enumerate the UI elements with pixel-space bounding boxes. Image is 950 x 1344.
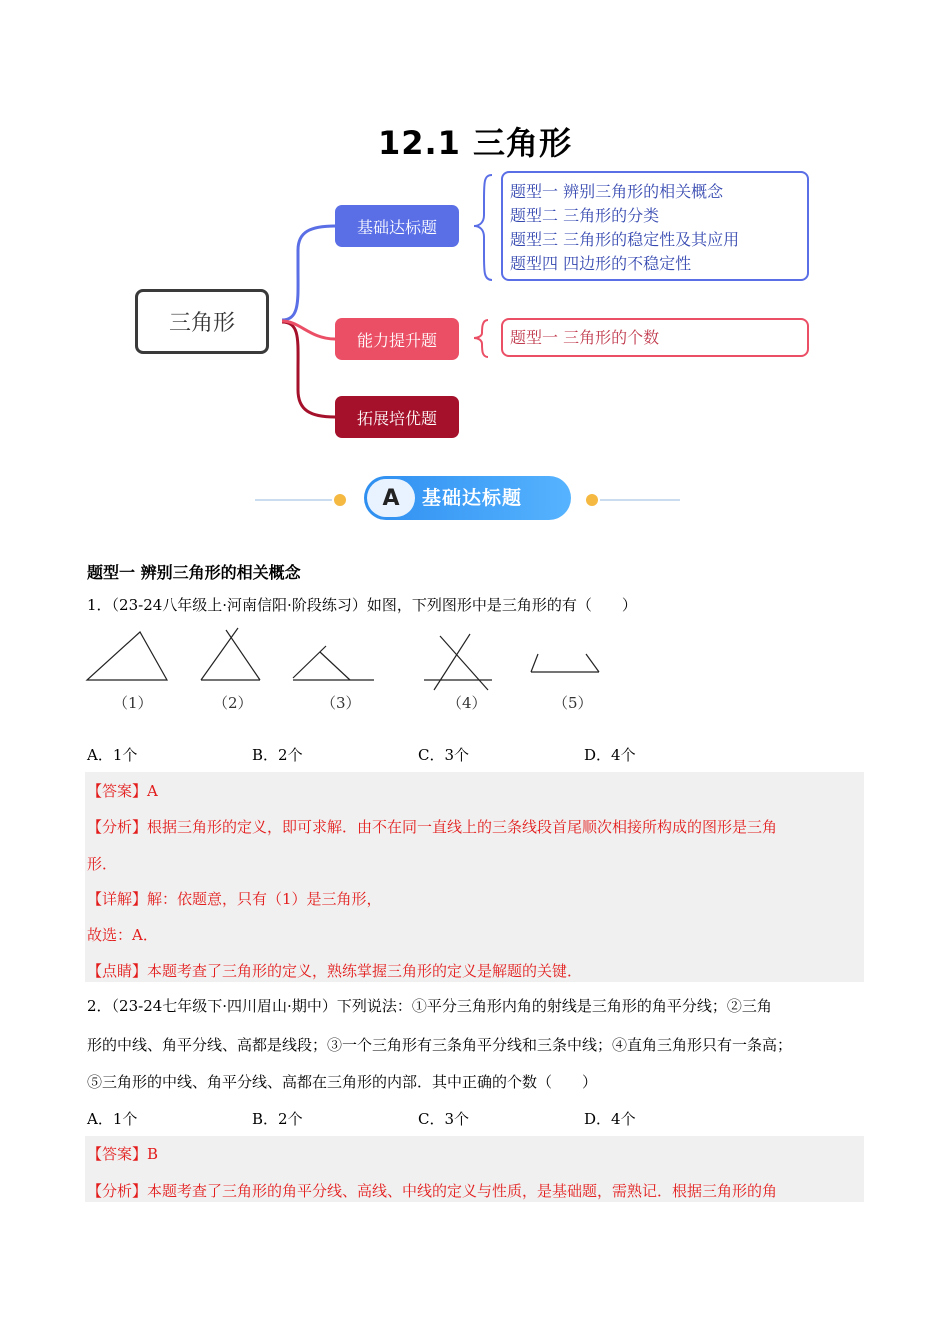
q2-option-b: B．2个 <box>252 1110 303 1128</box>
q1-solution-box <box>85 772 864 982</box>
topic-item: 题型三 三角形的稳定性及其应用 <box>510 230 740 249</box>
q2-option-c: C．3个 <box>418 1110 470 1128</box>
q1-option-d: D．4个 <box>584 746 636 764</box>
topic-item: 题型一 辨别三角形的相关概念 <box>510 182 724 201</box>
q1-stem: 1．（23-24八年级上·河南信阳·阶段练习）如图，下列图形中是三角形的有（ ） <box>87 596 637 614</box>
branch-extension: 拓展培优题 <box>335 396 459 438</box>
q2-answer: 【答案】B <box>87 1145 159 1163</box>
branch-advanced: 能力提升题 <box>335 318 459 360</box>
q2-stem-cont: 形的中线、角平分线、高都是线段；③一个三角形有三条角平分线和三条中线；④直角三角形只有一条高； <box>87 1036 793 1054</box>
topic-item: 题型一 三角形的个数 <box>510 328 660 347</box>
page-title: 12.1 三角形 <box>377 124 573 162</box>
q1-option-c: C．3个 <box>418 746 470 764</box>
topic-item: 题型四 四边形的不稳定性 <box>510 254 692 273</box>
q1-analysis: 【分析】根据三角形的定义，即可求解．由不在同一直线上的三条线段首尾顺次相接所构成的图形是三角 <box>87 818 778 836</box>
q1-analysis-cont: 形． <box>87 855 118 873</box>
figure-label: （5） <box>553 694 593 712</box>
mindmap-root: 三角形 <box>135 289 269 354</box>
section-heading: 题型一 辨别三角形的相关概念 <box>87 563 301 582</box>
q2-stem: 2．（23-24七年级下·四川眉山·期中）下列说法：①平分三角形内角的射线是三角形的角平分线；②三角 <box>87 997 772 1015</box>
q1-detail-cont: 故选：A． <box>87 926 158 944</box>
banner-letter: A <box>367 479 415 517</box>
q2-option-d: D．4个 <box>584 1110 636 1128</box>
banner-text: 基础达标题 <box>422 487 523 509</box>
q1-option-a: A．1个 <box>87 746 138 764</box>
q1-option-b: B．2个 <box>252 746 303 764</box>
q2-stem-cont: ⑤三角形的中线、角平分线、高都在三角形的内部．其中正确的个数（ ） <box>87 1073 598 1091</box>
q2-option-a: A．1个 <box>87 1110 138 1128</box>
topic-item: 题型二 三角形的分类 <box>510 206 660 225</box>
q1-detail: 【详解】解：依题意，只有（1）是三角形， <box>87 890 382 908</box>
q1-answer: 【答案】A <box>87 782 158 800</box>
q1-comment: 【点睛】本题考查了三角形的定义，熟练掌握三角形的定义是解题的关键． <box>87 962 583 980</box>
branch-basic: 基础达标题 <box>335 205 459 247</box>
figure-label: （4） <box>447 694 487 712</box>
q2-analysis: 【分析】本题考查了三角形的角平分线、高线、中线的定义与性质，是基础题，需熟记．根据三角形的角 <box>87 1182 778 1200</box>
figure-label: （2） <box>213 694 253 712</box>
figure-label: （3） <box>321 694 361 712</box>
figure-label: （1） <box>113 694 153 712</box>
